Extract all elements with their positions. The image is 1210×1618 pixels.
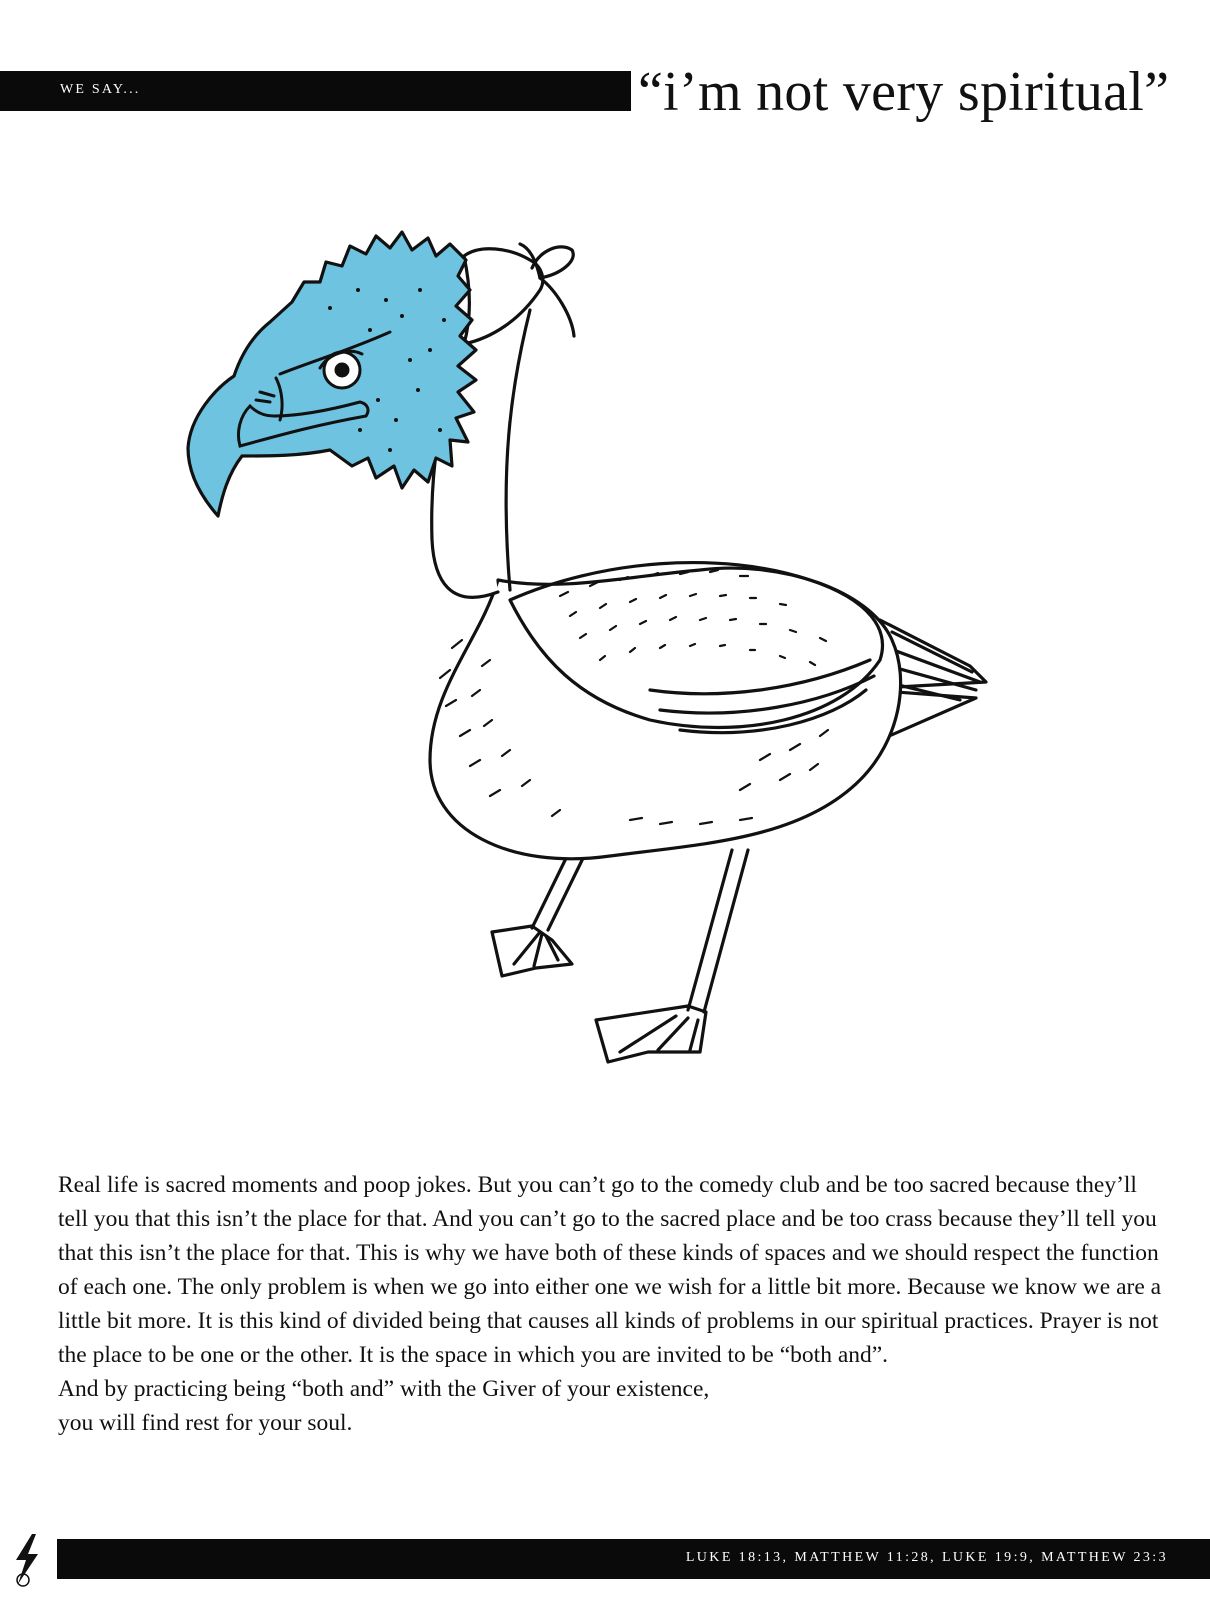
page-headline: “i’m not very spiritual” (638, 61, 1170, 123)
bird-with-blue-eagle-mask-illustration (180, 220, 1040, 1100)
body-paragraph: Real life is sacred moments and poop jokes. But you can’t go to the comedy club and be too sacred because they’ll tell you that this isn’t the place for that. And you can’t go to the sacred place and be too crass because they’ll tell you that this isn’t the place for that. This is why we have both of these kinds of spaces and we should respect the function of each one. The only problem is when we go into either one we wish for a little bit more. Because we know we are a little bit more. It is this kind of divided being that causes all kinds of problems in our spiritual practices. Prayer is not the place to be one or the other. It is the space in which you are invited to be “both and”. (58, 1172, 1162, 1368)
body-paragraph: And by practicing being “both and” with the Giver of your existence, (58, 1376, 710, 1402)
scripture-references: LUKE 18:13, MATTHEW 11:28, LUKE 19:9, MATTHEW 23:3 (685, 1550, 1168, 1565)
lightning-bolt-logo-icon (10, 1530, 44, 1588)
body-text (58, 1168, 1168, 1440)
body-paragraph: you will find rest for your soul. (58, 1410, 353, 1436)
kicker-label: WE SAY... (60, 82, 141, 97)
